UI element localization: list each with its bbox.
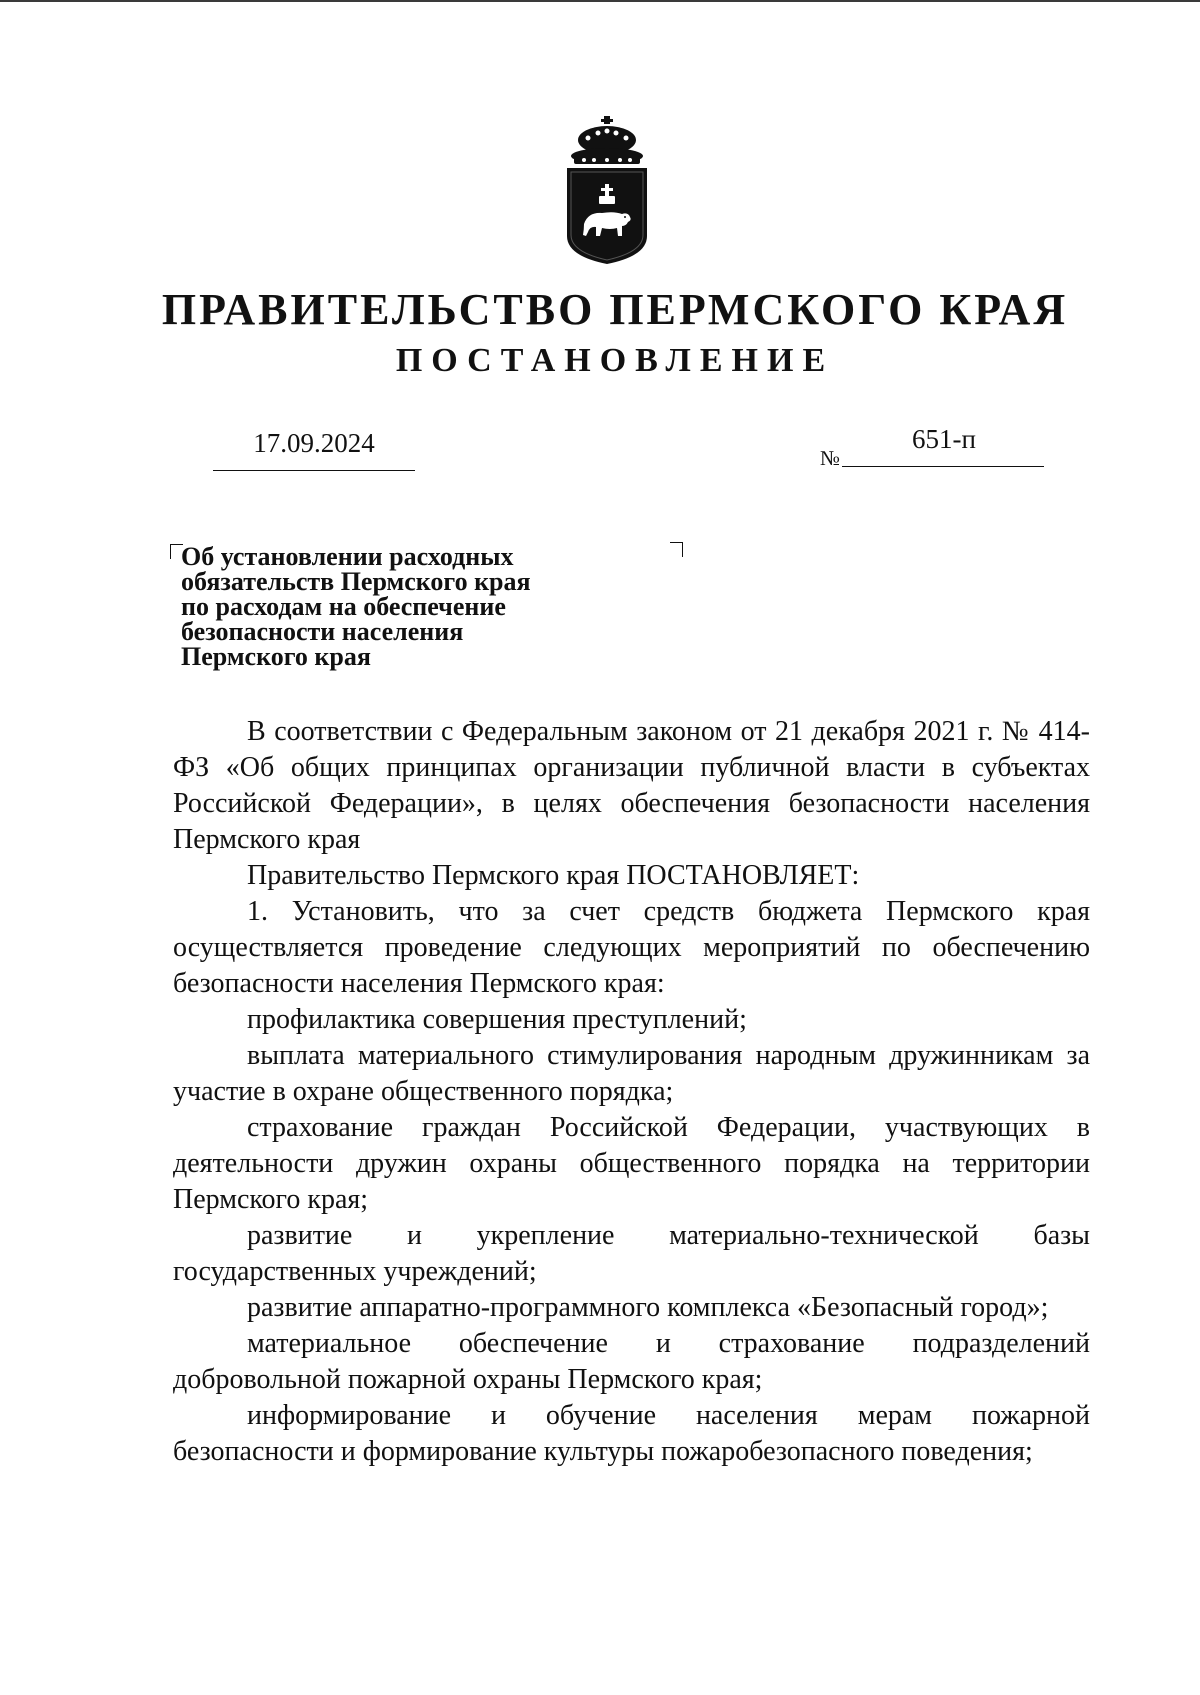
- subject-bracket-right: [670, 542, 683, 557]
- scan-edge: [0, 0, 1200, 2]
- subject-heading: [181, 544, 531, 669]
- document-type-title: ПОСТАНОВЛЕНИЕ: [395, 342, 835, 379]
- subject-line: Пермского края: [181, 642, 371, 671]
- list-item: страхование граждан Российской Федерации, участвующих в деятельности дружин охраны общественного порядка на территории Пермского края;: [173, 1112, 1090, 1215]
- subject-line: обязательств Пермского края: [181, 567, 531, 596]
- number-label: №: [820, 446, 841, 470]
- item-1-paragraph: 1. Установить, что за счет средств бюджета Пермского края осуществляется проведение следующих мероприятий по обеспечению безопасности населения Пермского края:: [173, 896, 1090, 999]
- list-item: профилактика совершения преступлений;: [247, 1004, 747, 1035]
- preamble-paragraph: В соответствии с Федеральным законом от 21 декабря 2021 г. № 414-ФЗ «Об общих принципах организации публичной власти в субъектах Российской Федерации», в целях обеспечения безопасности населения Пермского края: [173, 716, 1090, 855]
- document-body: [173, 714, 1090, 1470]
- list-item: информирование и обучение населения мерам пожарной безопасности и формирование культуры пожаробезопасного поведения;: [173, 1400, 1090, 1467]
- list-item: материальное обеспечение и страхование подразделений добровольной пожарной охраны Пермского края;: [173, 1328, 1090, 1395]
- document-number: 651-п: [912, 424, 976, 454]
- date-field: [213, 422, 415, 471]
- list-item: выплата материального стимулирования народным дружинникам за участие в охране общественного порядка;: [173, 1040, 1090, 1107]
- subject-line: по расходам на обеспечение: [181, 592, 506, 621]
- resolves-paragraph: Правительство Пермского края ПОСТАНОВЛЯЕТ:: [247, 860, 860, 891]
- perm-krai-coat-of-arms-icon: [562, 116, 652, 266]
- document-date: 17.09.2024: [253, 428, 375, 458]
- list-item: развитие и укрепление материально-технической базы государственных учреждений;: [173, 1220, 1090, 1287]
- subject-line: безопасности населения: [181, 617, 464, 646]
- organization-title: ПРАВИТЕЛЬСТВО ПЕРМСКОГО КРАЯ: [161, 285, 1069, 334]
- number-field: [842, 420, 1044, 467]
- list-item: развитие аппаратно-программного комплекса «Безопасный город»;: [247, 1292, 1049, 1323]
- subject-line: Об установлении расходных: [181, 542, 514, 571]
